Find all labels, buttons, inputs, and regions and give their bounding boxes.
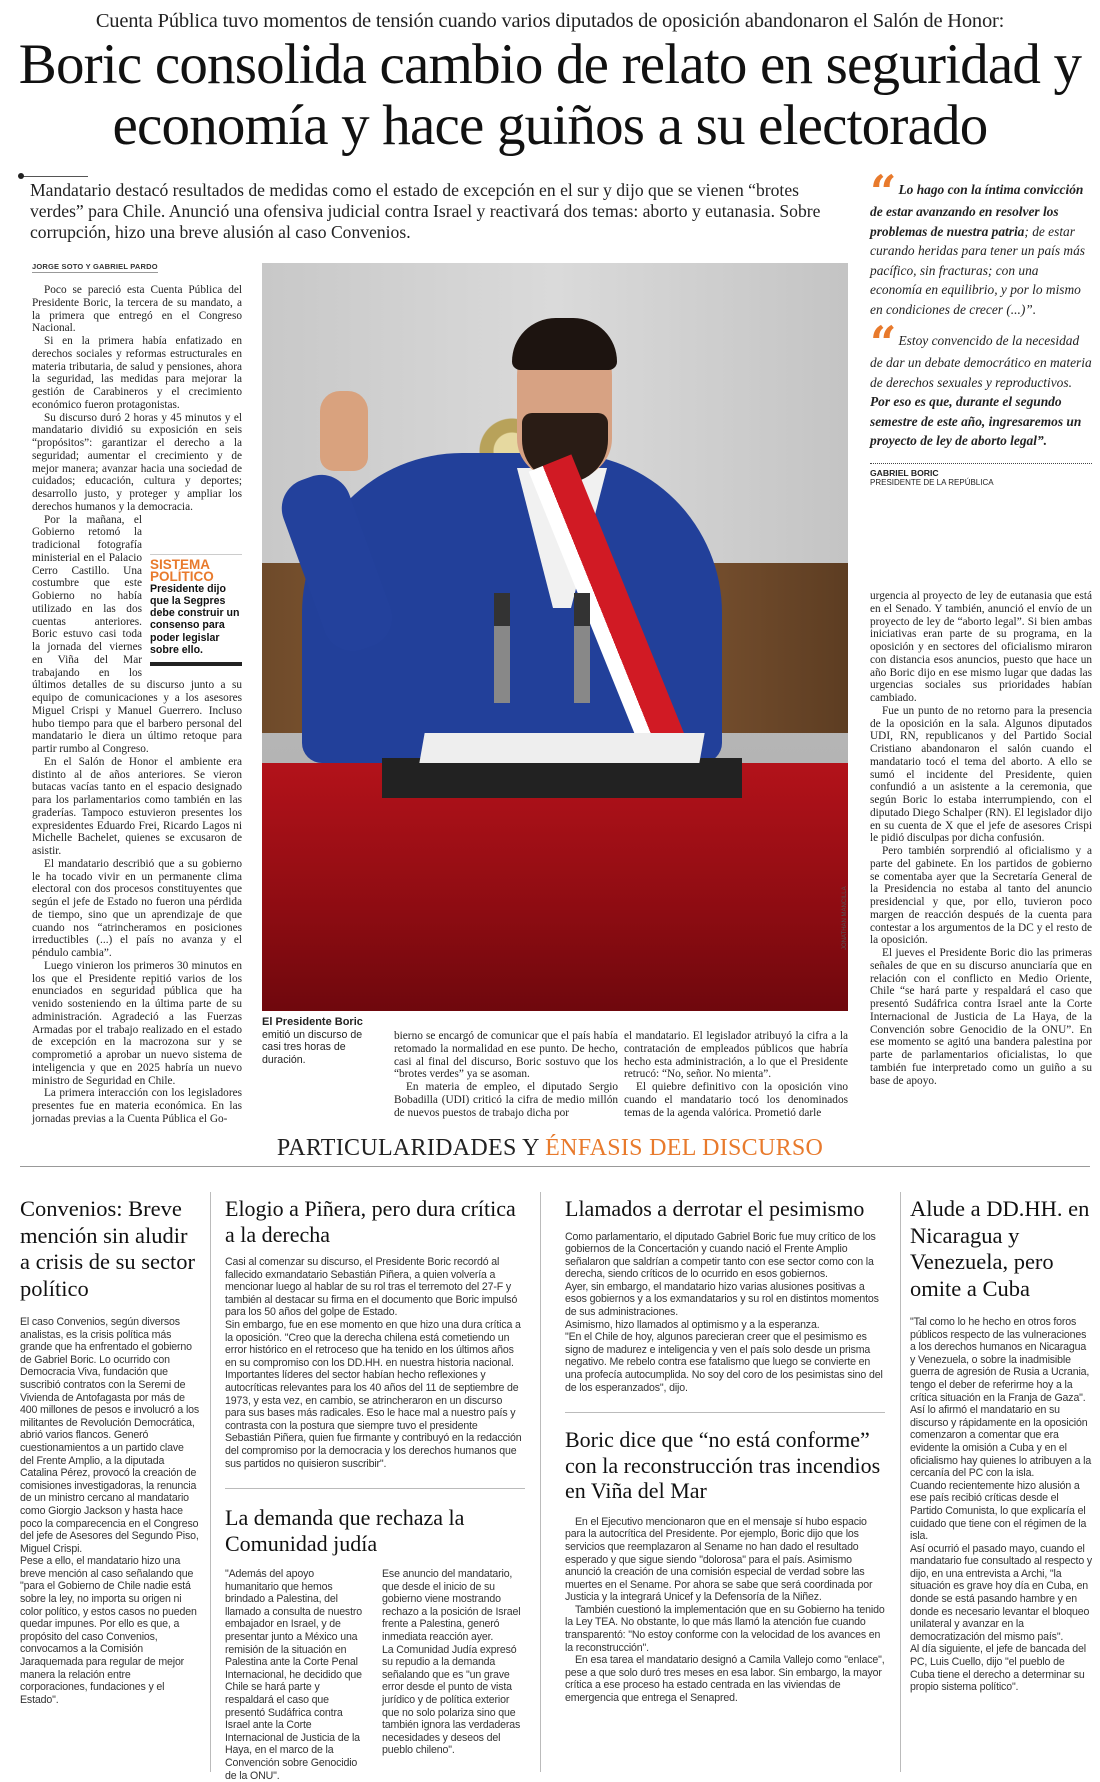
quote-bold: Por eso es que, durante el segundo semestre de este año, ingresaremos un proyecto de ley de aborto legal”.: [870, 394, 1082, 448]
sidebar-text: Presidente dijo que la Segpres debe construir un consenso para poder legislar sobre ello.: [150, 582, 240, 656]
article-column-1: [32, 284, 242, 1126]
article-column-4: [870, 590, 1092, 1087]
paragraph: Su discurso duró 2 horas y 45 minutos y el mandatario dividió su exposición en seis “propósitos”: garantizar el derecho a la seguridad; aumentar el crecimiento y de mejor manera; avanzar hacia una sociedad de cuidados; educación, cultura y deportes; desarrollo justo, y proteger y ampliar los derechos humanos y la democracia.: [32, 411, 242, 513]
story-convenios: [20, 1196, 200, 1706]
paragraph: "Además del apoyo humanitario que hemos brindado a Palestina, del llamado a consulta de nuestro embajador en Israel, y de presentar junto a México una remisión de la situación en Palestina ante la Corte Penal Internacional, he decidido que Chile se hará parte y respaldará el caso que presentó Sudáfrica contra Israel ante la Corte Internacional de Justicia de la Haya, en el marco de la Convención sobre Genocidio de la ONU".: [225, 1568, 362, 1782]
pull-quotes: [870, 165, 1092, 488]
paragraph: Pero también sorprendió al oficialismo y a parte del gabinete. En los partidos de gobierno se comentaba ayer que la Secretaría General de la Presidencia no estaba al tanto del anuncio presidencial y que, por ello, tuvieron poco margen de reacción después de la cuenta para contestar a los argumentos de la DC y el resto de la oposición.: [870, 845, 1092, 947]
column-rule: [900, 1192, 901, 1772]
paragraph: El mandatario describió que a su gobierno le ha tocado vivir en un permanente clima electoral con dos procesos constituyentes que según el jefe de Estado no fueron una pérdida de tiempo, sino que un aprendizaje de que cuando nos “atrincheramos en posiciones irreductibles (...) el país no avanza y el péndulo cambia”.: [32, 857, 242, 959]
section-title-accent: ÉNFASIS DEL DISCURSO: [545, 1135, 824, 1161]
paragraph: El jueves el Presidente Boric dio las primeras señales de que en su discurso anunciaría que en relación con el conflicto en Medio Oriente, Chile “se hará parte y respaldará el caso que presentó Sudáfrica contra Israel ante la Corte Internacional de Justicia de La Haya, de la Convención sobre Genocidio de la ONU”. En ese momento se agitó una bandera palestina por parte de parlamentarios oficialistas, lo que también fue interpretado como un guiño a su base de apoyo.: [870, 947, 1092, 1087]
section-rule: [20, 1166, 1090, 1167]
paragraph: Al día siguiente, el jefe de bancada del PC, Luis Cuello, dijo "el pueblo de Cuba tiene el derecho a determinar su propio sistema político".: [910, 1643, 1086, 1694]
sidebar-title: SISTEMA POLÍTICO: [150, 556, 214, 584]
quote-source: [870, 463, 1092, 488]
story-title: Convenios: Breve mención sin aludir a crisis de su sector político: [20, 1196, 195, 1301]
paragraph: Ayer, sin embargo, el mandatario hizo varias alusiones positivas a esos gobiernos y a los exmandatarios y su rol en distintos momentos de sus administraciones.: [565, 1280, 879, 1319]
paragraph: Casi al comenzar su discurso, el Presidente Boric recordó al fallecido exmandatario Sebastián Piñera, a quien volvería a mencionar luego al hablar de su rol tras el terremoto del 27-F y también al destacar su firma en el documento que Boric impulsó para los 50 años del golpe de Estado.: [225, 1256, 518, 1319]
section-title: [0, 1135, 1100, 1162]
story-rule: [225, 1488, 525, 1489]
story-pesimismo: [565, 1196, 885, 1705]
paragraph: En esa tarea el mandatario designó a Camila Vallejo como "enlace", pese a que solo duró tres meses en esa labor. Sin embargo, la mayor crítica a ese proceso ha estado centrada en las viviendas de emergencia que entrega el Senapred.: [565, 1654, 885, 1705]
paragraph: "Tal como lo he hecho en otros foros públicos respecto de las vulneraciones a los derechos humanos en Nicaragua y Venezuela, o sobre la inadmisible guerra de agresión de Rusia a Ucrania, tengo el deber de referirme hoy a la crítica situación en la Franja de Gaza".: [910, 1316, 1090, 1404]
story-title: Elogio a Piñera, pero dura crítica a la derecha: [225, 1196, 516, 1247]
paragraph: Cuando recientemente hizo alusión a ese país recibió críticas desde el Partido Comunista, lo que explicaría el cuidado que tiene con el régimen de la isla.: [910, 1479, 1087, 1543]
headline: Boric consolida cambio de relato en seguridad y economía y hace guiños a su electorado: [18, 33, 1082, 157]
paragraph: También cuestionó la implementación que en su Gobierno ha tenido la Ley TEA. No obstante, lo que más llamó la atención fue cuando transparentó: "No estoy conforme con la velocidad de los avances en la reconstrucción".: [565, 1603, 885, 1654]
pull-quote: [870, 165, 1092, 319]
paragraph: El caso Convenios, según diversos analistas, es la crisis política más grande que ha enfrentado el gobierno de Gabriel Boric. Lo ocurrido con Democracia Viva, fundación que suscribió contratos con la Seremi de Vivienda de Antofagasta por más de 400 millones de pesos e involucró a los militantes de Revolución Democrática, abrió varios flancos. Generó cuestionamientos a un partido clave del Frente Amplio, a la diputada Catalina Pérez, provocó la creación de comisiones investigadoras, la renuncia de un ministro cercano al mandatario como Giorgio Jackson y hasta hace poco la comparecencia en el Congreso del jefe de Asesores del Segundo Piso, Miguel Crispi.: [20, 1316, 200, 1555]
paragraph: Sin embargo, fue en ese momento en que hizo una dura crítica a la oposición. "Creo que la derecha chilena está cometiendo un error histórico en el retroceso que ha tenido en los últimos años en su compromiso con los DD.HH. en nuestra historia nacional. Importantes líderes del sector habían hecho reflexiones y autocríticas relevantes para los 40 años del 11 de septiembre de 1973, y esta vez, en cambio, se atrincheraron en un discurso para sus bases más radicales. Eso le hace mal a nuestro país y contrasta con la postura que siempre tuvo el presidente Sebastián Piñera, quien fue firmante y contribuyó en la redacción del compromiso por la democracia y los derechos humanos que sus partidos no quisieron suscribir".: [225, 1318, 522, 1470]
story-body: [910, 1316, 1092, 1694]
column-rule: [210, 1192, 211, 1772]
story-pinera: [225, 1196, 525, 1782]
quote-bold: Lo hago con la íntima convicción de estar avanzando en resolver los problemas de nuestra patria: [870, 182, 1084, 239]
microphone: [494, 593, 510, 703]
quote-mark-icon: “: [870, 165, 897, 219]
article-column-2: [394, 1030, 618, 1119]
photo-caption: [262, 1016, 377, 1066]
paragraph: bierno se encargó de comunicar que el país había retomado la normalidad en ese punto. De hecho, casi al final del discurso, Boric sostuvo que los “brotes verdes” ya se asoman.: [394, 1030, 618, 1081]
source-name: GABRIEL BORIC: [870, 467, 939, 478]
story-body: [20, 1316, 200, 1706]
paragraph: Fue un punto de no retorno para la presencia de la oposición en la sala. Algunos diputados UDI, RN, republicanos y del Partido Social Cristiano abandonaron el salón cuando el mandatario tocó el tema del aborto. A ello se sumó el incidente del Presidente, quien confundió a un asistente a la ceremonia, que según Boric lo estaba interrumpiendo, con el diputado Diego Schalper (RN). El legislador dijo en su cuenta de X que el jefe de asesores Crispi le pidió disculpas por dicha confusión.: [870, 704, 1092, 845]
paragraph: Si en la primera había enfatizado en derechos sociales y reformas estructurales en materia tributaria, de salud y pensiones, ahora la seguridad, las medidas para mejorar la gestión de Carabineros y el crecimiento económico fueron protagonistas.: [32, 335, 242, 411]
paragraph: Ese anuncio del mandatario, que desde el inicio de su gobierno viene mostrando rechazo a la posición de Israel frente a Palestina, generó inmediata reacción ayer.: [382, 1568, 521, 1644]
story-body: [565, 1516, 885, 1705]
divider: [20, 176, 88, 177]
source-role: PRESIDENTE DE LA REPÚBLICA: [870, 478, 994, 487]
paragraph: Así lo afirmó el mandatario en su discurso y rápidamente en la oposición comenzaron a comentar que era evidente la omisión a Cuba y en el oficialismo hay quienes lo atribuyen a la cercanía del PC con la isla.: [910, 1404, 1092, 1480]
paragraph: Así ocurrió el pasado mayo, cuando el mandatario fue consultado al respecto y dijo, en una entrevista a Archi, "la situación es grave hoy día en Cuba, en donde se está pasando hambre y en donde es necesario levantar el bloqueo unilateral y avanzar en la democratización del mismo país".: [910, 1542, 1093, 1643]
paragraph: La Comunidad Judía expresó su repudio a la demanda señalando que es "un grave error desde el punto de vista jurídico y de política exterior que no solo polariza sino que también ignora las verdaderas necesidades y deseos del pueblo chileno".: [382, 1643, 521, 1757]
story-title: La demanda que rechaza la Comunidad judía: [225, 1505, 465, 1556]
paragraph: "En el Chile de hoy, algunos parecieran creer que el pesimismo es signo de madurez e inteligencia y ven el país solo desde un prisma negativo. Me rebelo contra ese fatalismo que luego se convierte en una profecía autocumplida. No soy del coro de los pesimistas sino del de los esperanzados", dijo.: [565, 1331, 883, 1394]
main-photo: [262, 263, 848, 1011]
paragraph: Luego vinieron los primeros 30 minutos en los que el Presidente repitió varios de los enunciados en seguridad pública que ha venido sosteniendo en la última parte de su administración. Agradeció a las Fuerzas Armadas por el trabajo realizado en el estado de excepción en la macrozona sur y se comprometió a aprobar un nuevo sistema de inteligencia y que en 2025 habría un nuevo ministro de Seguridad en Chile.: [32, 959, 242, 1087]
article-column-3: [624, 1030, 848, 1119]
paragraph: Asimismo, hizo llamados al optimismo y a la esperanza.: [565, 1318, 820, 1331]
paragraph: Poco se pareció esta Cuenta Pública del Presidente Boric, la tercera de su mandato, a la primera que entregó en el Congreso Nacional.: [32, 284, 242, 335]
story-body: [565, 1231, 885, 1395]
photo-credit: JONATHAN MANCILLA: [842, 886, 848, 950]
quote-text: Estoy convencido de la necesidad de dar un debate democrático en materia de derechos sexuales y reproductivos.: [870, 333, 1092, 390]
quote-mark-icon: “: [870, 316, 897, 370]
paragraph: En el Ejecutivo mencionaron que en el mensaje sí hubo espacio para la autocrítica del Presidente. Por ejemplo, Boric dijo que los servicios que reemplazaron al Sename no han dado el resultado esperado y que sigue siendo "dolorosa" para el país. Asimismo anunció la creación de una comisión especial de verdad sobre las muertes en el Sename. Por ahora se sabe que será coordinada por Justicia y la integrará Unicef y la Defensoría de la Niñez.: [565, 1515, 873, 1604]
story-title: Boric dice que “no está conforme” con la reconstrucción tras incendios en Viña del Mar: [565, 1427, 881, 1504]
paragraph: En materia de empleo, el diputado Sergio Bobadilla (UDI) criticó la cifra de medio millón de nuevos puestos de trabajo dicha por: [394, 1081, 618, 1119]
caption-text: emitió un discurso de casi tres horas de duración.: [262, 1028, 363, 1066]
story-cuba: [910, 1196, 1092, 1694]
paragraph: Pese a ello, el mandatario hizo una breve mención al caso señalando que "para el Gobierno de Chile nadie está sobre la ley, no importa su origen ni color político, y estos casos no pueden quedar impunes. Por ello es que, a propósito del caso Convenios, convocamos a la Comisión Jaraquemada para regular de mejor manera la relación entre corporaciones, fundaciones y el Estado".: [20, 1555, 197, 1706]
kicker: Cuenta Pública tuvo momentos de tensión cuando varios diputados de oposición abandonaron el Salón de Honor:: [95, 10, 1005, 32]
paragraph: el mandatario. El legislador atribuyó la cifra a la contratación de empleados públicos que habría hecho esta administración, a lo que el Presidente retrucó: “No, señor. No mienta”.: [624, 1030, 848, 1081]
column-rule: [540, 1192, 541, 1772]
section-title-dark: PARTICULARIDADES Y: [276, 1135, 539, 1161]
story-body: [225, 1256, 525, 1470]
story-title: Llamados a derrotar el pesimismo: [565, 1196, 865, 1221]
paragraph: urgencia al proyecto de ley de eutanasia que está en el Senado. Y también, anunció el envío de un proyecto de ley de “aborto legal”. Si bien ambas iniciativas eran parte de su programa, en la oposición y en sectores del oficialismo miraron con distancia esos anuncios, puesto que hace un año Boric dijo en ese mismo lugar que dadas las urgencias sociales sus prioridades habían cambiado.: [870, 590, 1092, 704]
microphone: [574, 593, 590, 703]
deck: Mandatario destacó resultados de medidas como el estado de excepción en el sur y dijo que se vienen “brotes verdes” para Chile. Anunció una ofensiva judicial contra Israel y reactivará dos temas: aborto y eutanasia. Sobre corrupción, hizo una breve alusión al caso Convenios.: [30, 180, 821, 242]
story-body: [225, 1568, 525, 1782]
story-title: Alude a DD.HH. en Nicaragua y Venezuela, pero omite a Cuba: [910, 1196, 1090, 1301]
paragraph: El quiebre definitivo con la oposición vino cuando el mandatario tocó los denominados temas de la agenda valórica. Prometió darle: [624, 1081, 848, 1119]
quote-text: ; de estar curando heridas para tener un país más pacífico, sin fracturas; con una economía en equilibrio, y por lo mismo en condiciones de crecer (...)”.: [870, 223, 1085, 317]
pull-quote: [870, 316, 1092, 451]
paragraph: La primera interacción con los legisladores presentes fue en materia económica. En las jornadas previas a la Cuenta Pública el Go-: [32, 1087, 242, 1125]
paragraph: En el Salón de Honor el ambiente era distinto al de años anteriores. Se vieron butacas vacías tanto en el espacio designado para los parlamentarios como también en las graderías. Tampoco estuvieron presentes los expresidentes Eduardo Frei, Ricardo Lagos ni Michelle Bachelet, quienes se excusaron de asistir.: [32, 755, 242, 857]
sidebar-box: [150, 554, 242, 667]
paragraph: Como parlamentario, el diputado Gabriel Boric fue muy crítico de los gobiernos de la Concertación y cuando nació el Frente Amplio señalaron que saldrían a competir tanto con ese sector como con la derecha, siendo críticos de lo ocurrido en esos gobiernos.: [565, 1230, 876, 1281]
caption-bold: El Presidente Boric: [262, 1016, 363, 1028]
byline: JORGE SOTO Y GABRIEL PARDO: [32, 262, 158, 271]
paragraph: Por la mañana, el Gobierno retomó la tradicional fotografía ministerial en el Palacio Cerro Castillo. Una costumbre que este Gobierno no había utilizado en las dos cuentas anteriores. Boric estuvo casi toda la jornada del viernes en Viña del Mar trabajando en los últimos detalles de su discurso junto a su equipo de comunicaciones y a los asesores Miguel Crispi y Manuel Guerrero. Incluso hubo tiempo para que el barbero personal del mandatario le diera un último retoque para partir rumbo al Congreso.: [32, 513, 242, 755]
story-rule: [565, 1412, 885, 1413]
